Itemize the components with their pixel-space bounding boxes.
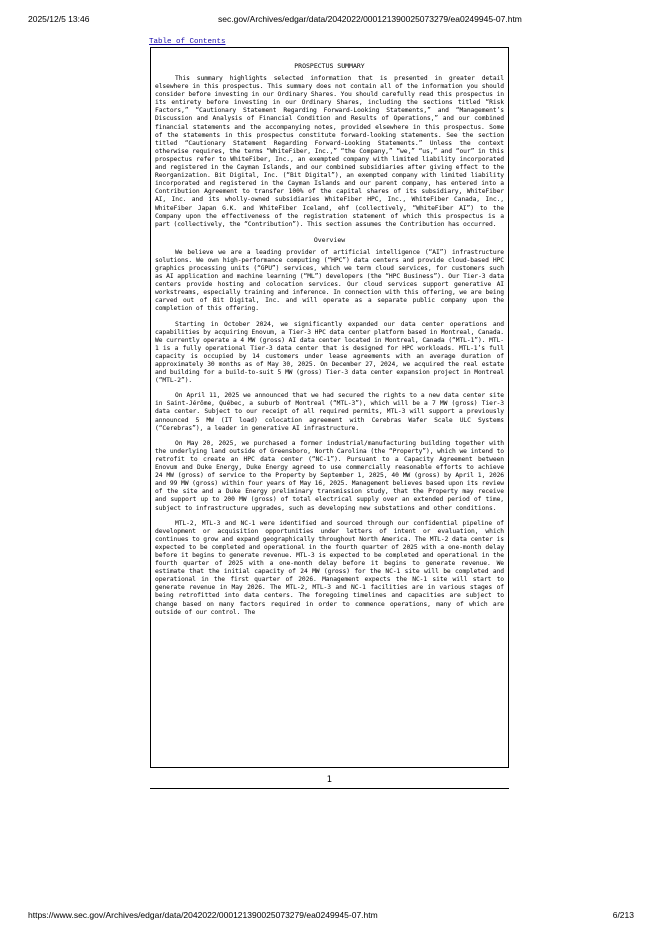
intro-paragraph: This summary highlights selected information that is presented in greater detail elsewhere in this prospectus. This summary does not contain all of the information you should consider before investing in our Ordinary Shares. You should carefully read this prospectus in its entirety before investing in our Ordinary Shares, including the sections titled “Risk Factors,” “Cautionary Statement Regarding Forward-Looking Statements,” and “Management’s Discussion and Analysis of Financial Condition and Results of Operations,” and our combined financial statements and the accompanying notes, provided elsewhere in this prospectus. Some of the statements in this prospectus constitute forward-looking statements. See the section titled “Cautionary Statement Regarding Forward-Looking Statements.” Unless the context otherwise requires, the terms “WhiteFiber, Inc.,” “the Company,” “we,” “us,” and “our” in this prospectus refer to WhiteFiber, Inc., an exempted company with limited liability incorporated and registered in the Cayman Islands, and our combined subsidiaries after giving effect to the Reorganization. Bit Digital, Inc. (“Bit Digital”), an exempted company with limited liability incorporated and registered in the Cayman Islands and our parent company, has entered into a Contribution Agreement to transfer 100% of the capital shares of its subsidiary, WhiteFiber AI, Inc. and its wholly-owned subsidiaries WhiteFiber HPC, Inc., WhiteFiber Canada, Inc., WhiteFiber Japan G.K. and WhiteFiber Iceland, ehf (collectively, “WhiteFiber AI”) to the Company upon the effectiveness of the registration statement of which this prospectus is a part (collectively, the “Contribution”). This section assumes the Contribution has occurred. xyxy=(155,75,504,228)
overview-paragraph: We believe we are a leading provider of artificial intelligence (“AI”) infrastructure solutions. We own high-performance computing (“HPC”) data centers and provide cloud-based HPC graphics processing units (“GPU”) services, which we term cloud services, for customers such as AI application and machine learning (“ML”) developers (the “HPC Business”). Our Tier-3 data centers provide hosting and colocation services. Our cloud services support generative AI workstreams, especially training and inference. In connection with this offering, we are being carved out of Bit Digital, Inc. and will operate as a separate public company upon the completion of this offering. xyxy=(155,248,504,313)
document-page-box xyxy=(150,47,509,768)
table-of-contents-link[interactable]: Table of Contents xyxy=(149,38,226,46)
print-timestamp: 2025/12/5 13:46 xyxy=(28,14,90,24)
print-page-count: 6/213 xyxy=(612,910,634,920)
page-number: 1 xyxy=(326,775,333,785)
overview-heading: Overview xyxy=(313,235,346,244)
pipeline-paragraph: MTL-2, MTL-3 and NC-1 were identified and sourced through our confidential pipeline of development or acquisition opportunities under letters of intent or evaluation, which continues to grow and expand geographically throughout North America. The MTL-2 data center is expected to be completed and operational in the fourth quarter of 2025 with a one-month delay before it begins to generate revenue. MTL-3 is expected to be completed and operational in the fourth quarter of 2025 with a one-month delay before it begins to generate revenue. We estimate that the initial capacity of 24 MW (gross) for the NC-1 site will be completed and operational in the first quarter of 2026. Management expects the NC-1 site will start to generate revenue in May 2026. The MTL-2, MTL-3 and NC-1 facilities are in various stages of being retrofitted into data centers. The foregoing timelines and capacities are subject to change based on many factors required in order to commence operations, many of which are outside of our control. The xyxy=(155,519,504,616)
print-footer xyxy=(28,910,634,922)
nc1-paragraph: On May 20, 2025, we purchased a former industrial/manufacturing building together with the underlying land outside of Greensboro, North Carolina (the “Property”), which we intend to retrofit to create an HPC data center (“NC-1”). Pursuant to a Capacity Agreement between Enovum and Duke Energy, Duke Energy agreed to use commercially reasonable efforts to achieve 24 MW (gross) of service to the Property by September 1, 2025, 40 MW (gross) by April 1, 2026 and 99 MW (gross) within four years of May 16, 2025. Management believes based upon its review of the site and a Duke Energy preliminary transmission study, that the Property may receive and support up to 200 MW (gross) of total electrical supply over an extended period of time, subject to infrastructure upgrades, such as developing new substations and other conditions. xyxy=(155,439,504,512)
print-page-title: sec.gov/Archives/edgar/data/2042022/000121390025073279/ea0249945-07.htm xyxy=(218,14,522,24)
page-divider xyxy=(150,788,509,789)
print-footer-url: https://www.sec.gov/Archives/edgar/data/2042022/000121390025073279/ea0249945-07.htm xyxy=(28,910,378,920)
print-header xyxy=(28,14,634,26)
mtl3-paragraph: On April 11, 2025 we announced that we had secured the rights to a new data center site in Saint-Jérôme, Québec, a suburb of Montreal (“MTL-3”), which will be a 7 MW (gross) Tier-3 data center. Subject to our receipt of all required permits, MTL-3 will support a previously announced 5 MW (IT load) colocation agreement with Cerebras Wafer Scale ULC Systems (“Cerebras”), a leader in generative AI infrastructure. xyxy=(155,392,504,432)
prospectus-summary-heading: PROSPECTUS SUMMARY xyxy=(294,62,365,70)
enovum-paragraph: Starting in October 2024, we significantly expanded our data center operations and capabilities by acquiring Enovum, a Tier-3 HPC data center platform based in Montreal, Canada. We currently operate a 4 MW (gross) AI data center located in Montreal, Canada (“MTL-1”). MTL-1 is a fully operational Tier-3 data center that is designed for HPC workloads. MTL-1’s full capacity is occupied by 14 customers under lease agreements with an average duration of approximately 30 months as of May 30, 2025. On December 27, 2024, we acquired the real estate and building for a build-to-suit 5 MW (gross) Tier-3 data center expansion project in Montreal (“MTL-2”). xyxy=(155,320,504,385)
